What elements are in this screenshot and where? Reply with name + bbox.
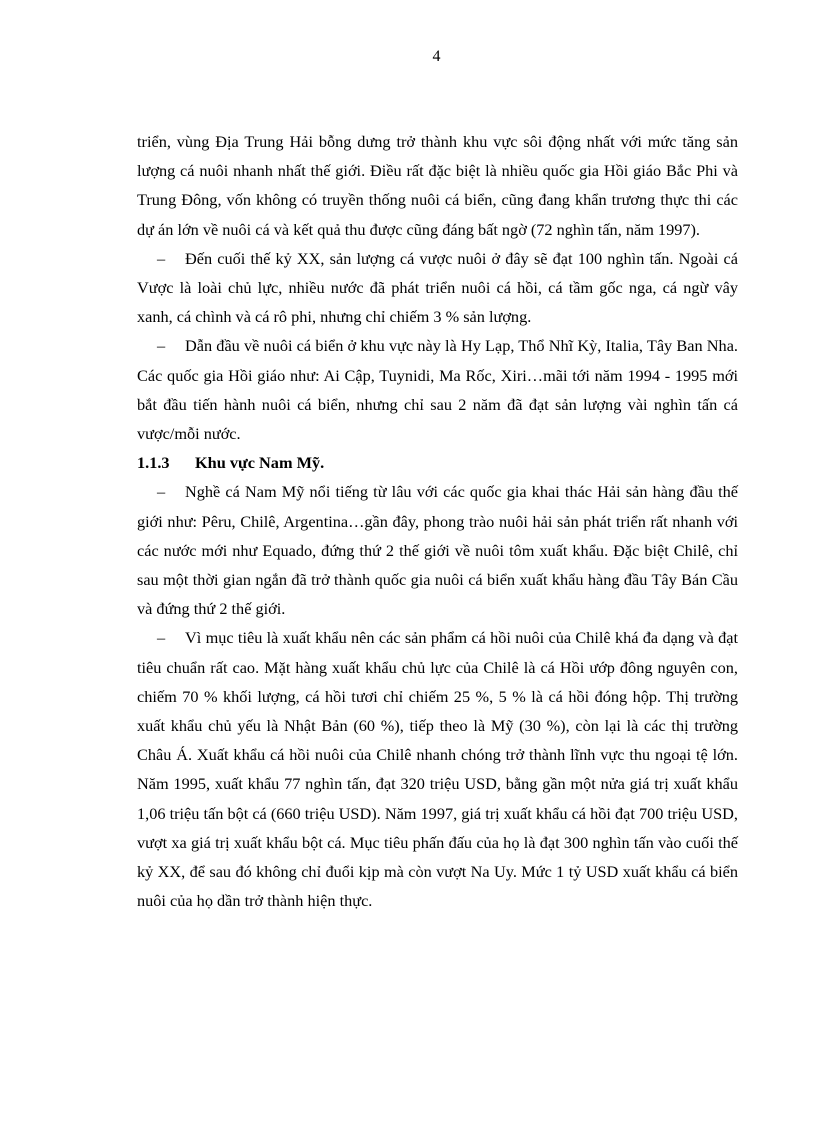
bullet-paragraph	[137, 244, 738, 332]
paragraph-text: triển, vùng Địa Trung Hải bỗng dưng trở thành khu vực sôi động nhất với mức tăng sản lượng cá nuôi nhanh nhất thế giới. Điều rất đặc biệt là nhiều quốc gia Hồi giáo Bắc Phi và Trung Đông, vốn không có truyền thống nuôi cá biển, cũng đang khẩn trương thực thi các dự án lớn về nuôi cá và kết quả thu được cũng đáng bất ngờ (72 nghìn tấn, năm 1997).	[137, 132, 738, 239]
bullet-paragraph	[137, 623, 738, 915]
paragraph-text: Dẫn đầu về nuôi cá biển ở khu vực này là Hy Lạp, Thổ Nhĩ Kỳ, Italia, Tây Ban Nha. Các quốc gia Hồi giáo như: Ai Cập, Tuynidi, Ma Rốc, Xiri…mãi tới năm 1994 - 1995 mới bắt đầu tiến hành nuôi cá biển, nhưng chỉ sau 2 năm đã đạt sản lượng vài nghìn tấn cá vược/mỗi nước.	[137, 336, 738, 444]
document-body	[137, 127, 738, 915]
dash-marker: –	[157, 336, 166, 356]
paragraph-text: Đến cuối thế kỷ XX, sản lượng cá vược nuôi ở đây sẽ đạt 100 nghìn tấn. Ngoài cá Vược là loài chủ lực, nhiều nước đã phát triển nuôi cá hồi, cá tầm gốc nga, cá ngừ vây xanh, cá chình và cá rô phi, nhưng chỉ chiếm 3 % sản lượng.	[137, 248, 738, 327]
dash-marker: –	[157, 482, 166, 502]
paragraph	[137, 127, 738, 244]
section-heading	[137, 448, 738, 477]
page-number: 4	[432, 48, 441, 65]
dash-marker: –	[157, 248, 166, 268]
dash-marker: –	[157, 628, 166, 648]
paragraph-text: Vì mục tiêu là xuất khẩu nên các sản phẩm cá hồi nuôi của Chilê khá đa dạng và đạt tiêu chuẩn rất cao. Mặt hàng xuất khẩu chủ lực của Chilê là cá Hồi ướp đông nguyên con, chiếm 70 % khối lượng, cá hồi tươi chỉ chiếm 25 %, 5 % là cá hồi đóng hộp. Thị trường xuất khẩu chủ yếu là Nhật Bản (60 %), tiếp theo là Mỹ (30 %), còn lại là các thị trường Châu Á. Xuất khẩu cá hồi nuôi của Chilê nhanh chóng trở thành lĩnh vực thu ngoại tệ lớn. Năm 1995, xuất khẩu 77 nghìn tấn, đạt 320 triệu USD, bằng gần một nửa giá trị xuất khẩu 1,06 triệu tấn bột cá (660 triệu USD). Năm 1997, giá trị xuất khẩu cá hồi đạt 700 triệu USD, vượt xa giá trị xuất khẩu bột cá. Mục tiêu phấn đấu của họ là đạt 300 nghìn tấn vào cuối thế kỷ XX, để sau đó không chỉ đuổi kịp mà còn vượt Na Uy. Mức 1 tỷ USD xuất khẩu cá biển nuôi của họ dần trở thành hiện thực.	[137, 628, 738, 911]
bullet-paragraph	[137, 477, 738, 623]
section-number: 1.1.3	[137, 453, 170, 473]
section-title: Khu vực Nam Mỹ.	[195, 453, 325, 473]
bullet-paragraph	[137, 331, 738, 448]
paragraph-text: Nghề cá Nam Mỹ nổi tiếng từ lâu với các quốc gia khai thác Hải sản hàng đầu thế giới như: Pêru, Chilê, Argentina…gần đây, phong trào nuôi hải sản phát triển rất nhanh với các nước mới như Equado, đứng thứ 2 thế giới về nuôi tôm xuất khẩu. Đặc biệt Chilê, chỉ sau một thời gian ngắn đã trở thành quốc gia nuôi cá biển xuất khẩu hàng đầu Tây Bán Cầu và đứng thứ 2 thế giới.	[137, 482, 738, 619]
